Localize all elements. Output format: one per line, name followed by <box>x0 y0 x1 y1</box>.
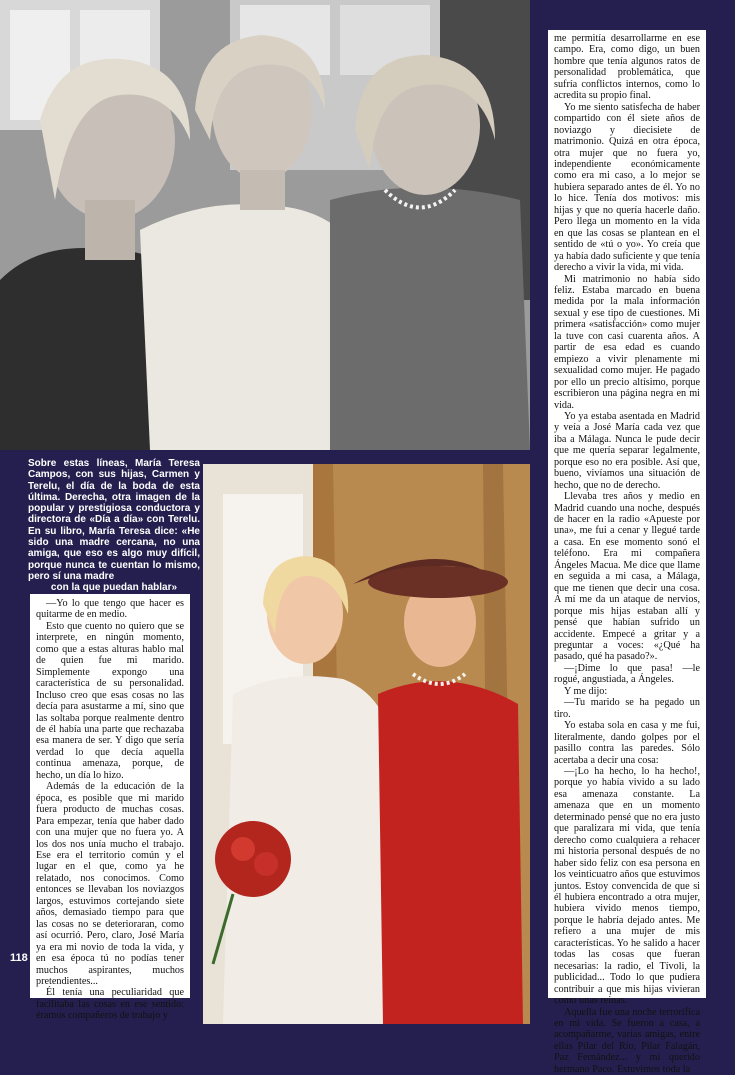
paragraph: Aquella fue una noche terrorífica en mi vida. Se fueron a casa, a acompañarme, varias amigas, entre ellas Pilar del Río, Pilar Falagán, Paz Fernández... y mi querido hermano Paco. Estuvimos toda la <box>554 1006 700 1075</box>
paragraph: Él tenía una peculiaridad que facilitaba las cosas en ese sentido: éramos compañeros de trabajo y <box>36 987 184 1022</box>
photo-three-women <box>0 0 530 450</box>
paragraph: Llevaba tres años y medio en Madrid cuando una noche, después de hacer en la radio «Apueste por una», me fui a cenar y llegué tarde a casa. En ese momento sonó el teléfono. Era mi compañera Ángeles Macua. Me dice que llame en seguida a mi casa, a Málaga, que me tienen que decir una cosa. A mí me da un ataque de nervios, porque mis hijas estaban allí y pensé que habían sufrido un accidente. Empecé a gritar y a preguntar a voces: «¿Qué ha pasado, qué ha pasado?». <box>554 491 700 663</box>
caption-text: Sobre estas líneas, María Teresa Campos, con sus hijas, Carmen y Terelu, el día de la boda de esta última. Derecha, otra imagen de la popular y prestigiosa conductora y directora de «Día a día» con Terelu. En su libro, María Teresa dice: «He sido una madre cercana, no una amiga, que eso es algo muy difícil, porque nunca te cuentan lo mismo, pero sí una madre <box>28 458 200 582</box>
paragraph: Yo estaba sola en casa y me fui, literalmente, dando golpes por el pasillo contra las paredes. Sólo acertaba a decir una cosa: <box>554 720 700 766</box>
paragraph: Mi matrimonio no había sido feliz. Estaba marcado en buena medida por la mala información sexual y ese tipo de cuestiones. Mi primera «satisfacción» como mujer la tuve con casi cuarenta años. A partir de esa edad es cuando empiezo a vivir plenamente mi sexualidad como mujer. He pagado por ello un precio altísimo, porque escribieron una página negra en mi vida. <box>554 273 700 411</box>
paragraph: Yo me siento satisfecha de haber compartido con él siete años de noviazgo y diecisiete de matrimonio. Quizá en otra época, otra mujer que no fuera yo, independiente económicamente como era mi caso, a lo mejor se hubiera separado antes de él. Yo no lo hice. Tenía dos motivos: mis hijas y que no quería hacerle daño. Pero llega un momento en la vida en que las cosas se plantean en el sentido de «tú o yo». Yo creía que ya había dado suficiente y que tenía derecho a vivir la vida, mi vida. <box>554 101 700 274</box>
paragraph: Y me dijo: <box>564 685 608 697</box>
page-number: 118 <box>10 952 28 964</box>
paragraph: —¡Dime lo que pasa! —le rogué, angustiada, a Ángeles. <box>554 662 700 686</box>
photo-mother-daughter <box>203 464 530 1024</box>
paragraph: Esto que cuento no quiero que se interprete, en ningún momento, como que a estas alturas hablo mal de quien fue mi marido. Simplemente expongo una característica de su personalidad. Incluso creo que esas cosas no las decía para asustarme a mí, sino que las soltaba porque realmente dentro de él había una parte que rechazaba esa manera de ser. Y digo que sería verdad lo que decía aquella continua amenaza, porque, de hecho, un día lo hizo. <box>36 620 184 781</box>
paragraph: —Yo lo que tengo que hacer es quitarme de en medio. <box>36 598 184 621</box>
caption-last-line: con la que puedan hablar» <box>50 582 178 594</box>
paragraph: Además de la educación de la época, es posible que mi marido fuera producto de muchas cosas. Para empezar, tenía que haber dado con una mujer que no fuera yo. A los dos nos unía mucho el trabajo. Ese era el territorio común y el lugar en el que, como ya he relatado, nos conocimos. Como entonces se llevaban los noviazgos largos, estuvimos cortejando siete años, demasiado tiempo para que las cosas no se deterioraran, como así ocurrió. Pero, claro, José María ya era mi novio de toda la vida, y en esa época tú no podías tener muchos aspirantes, muchos pretendientes... <box>36 781 184 987</box>
paragraph: me permitía desarrollarme en ese campo. Era, como digo, un buen hombre que tenía algunos ratos de personalidad problemática, que sufría conflictos internos, como lo acredita su propio final. <box>554 33 700 102</box>
article-column-left <box>30 594 190 1022</box>
paragraph: Yo ya estaba asentada en Madrid y veía a José María cada vez que iba a Málaga. Nunca le pude decir que me quería separar legalmente, porque eso no era posible. Así que, bueno, vivíamos una situación de hecho, que no de derecho. <box>554 410 700 491</box>
paragraph: —¡Lo ha hecho, lo ha hecho!, porque yo había vivido a su lado esa amenaza constante. La amenaza que en un momento determinado pensé que no era justo que paralizara mi vida, que tenía derecho como cualquiera a rehacer mi historia personal después de no haber sido feliz con esa persona en los veinticuatro años que estuvimos juntos. Estoy convencida de que si él hubiera encontrado a otra mujer, hubiera vivido menos tiempo, porque le habría dejado antes. Me refiero a una mujer de mis características. Yo he salido a hacer todas las cosas que fueran necesarias: la radio, el Tívoli, la publicidad... Todo lo que pudiera contribuir a que mis hijas vivieran como unas reinas. <box>554 766 700 1007</box>
photo-caption <box>28 458 200 594</box>
article-column-right <box>548 30 706 1075</box>
paragraph: —Tu marido se ha pegado un tiro. <box>554 697 700 720</box>
